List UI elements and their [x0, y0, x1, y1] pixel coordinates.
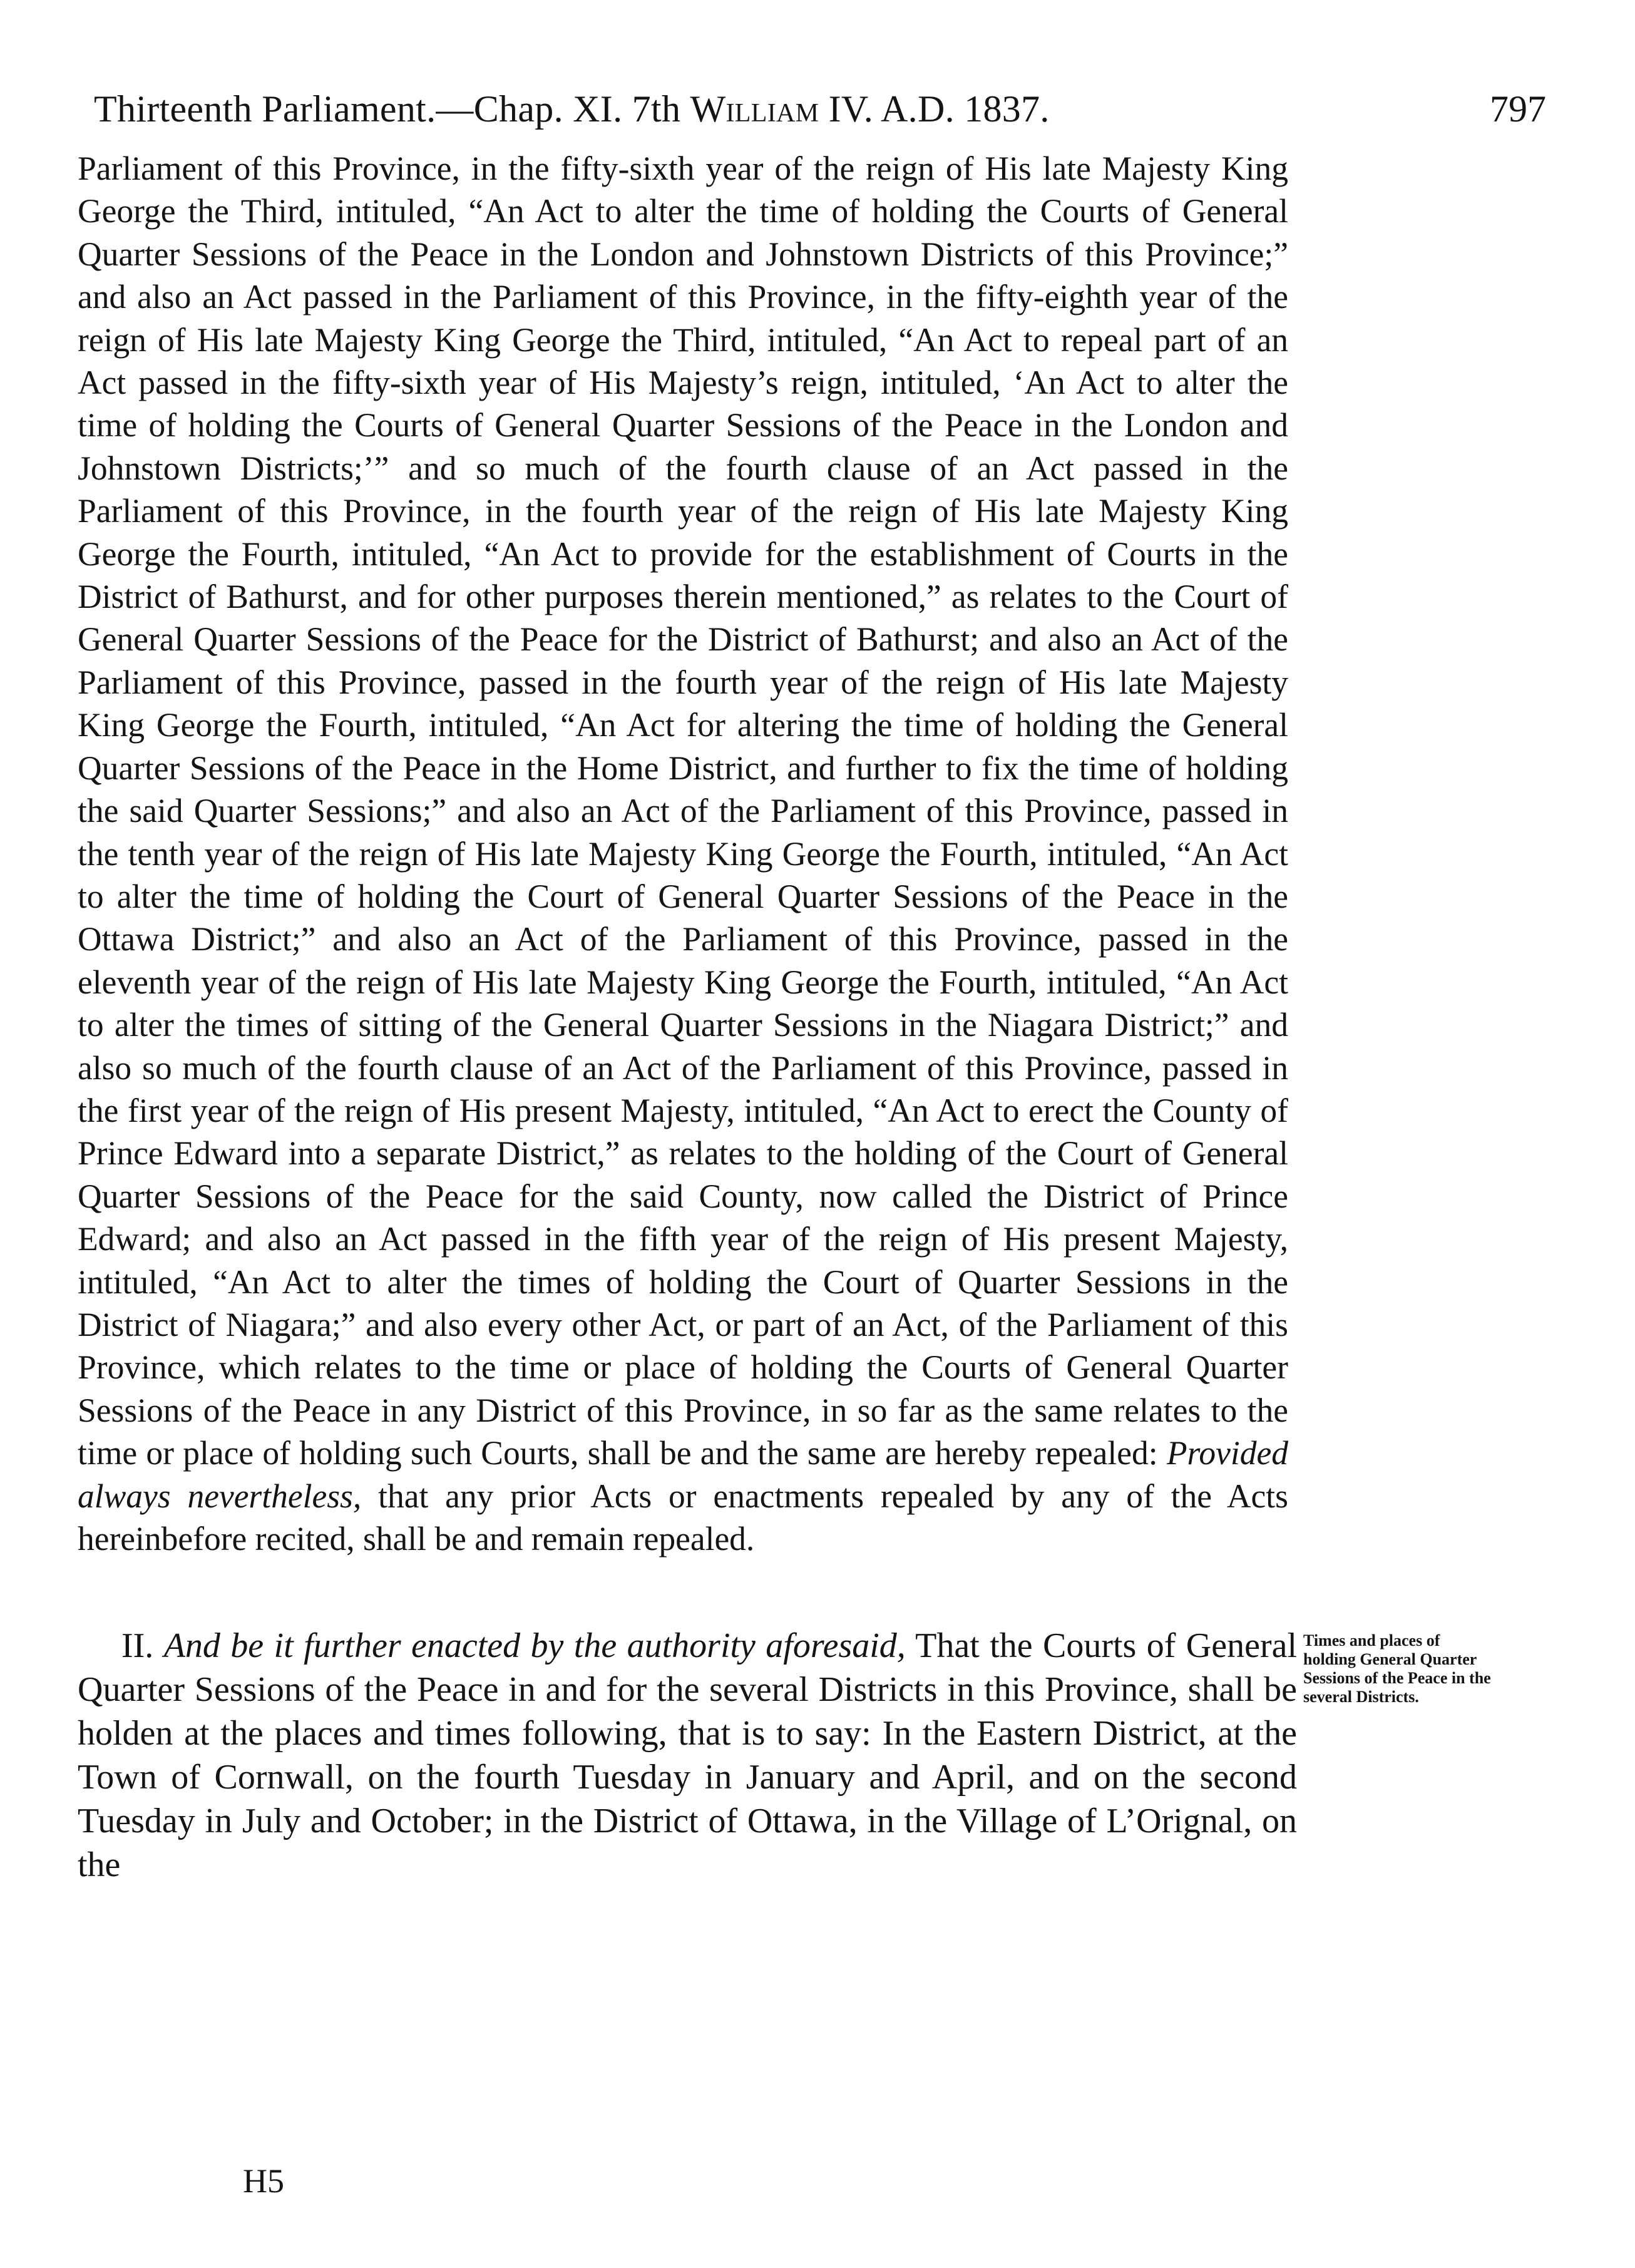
section-two-text: That the Courts of General Quarter Sessions of the Peace in and for the several Districts in this Province, shall be holden at the places and times following, that is to say: In the Eastern District, at the Town of Cornwall, on the fourth Tuesday in January and April, and on the second Tuesday in July and October; in the District of Ottawa, in the Village of L’Orignal, on the — [78, 1626, 1298, 1884]
repeal-clause-paragraph — [78, 147, 1288, 1560]
section-number: II. — [121, 1626, 154, 1665]
page-number: 797 — [1490, 88, 1546, 130]
enacting-clause-italic: And be it further enacted by the authority aforesaid, — [163, 1626, 906, 1665]
repeal-clause-end: that any prior Acts or enactments repealed by any of the Acts hereinbefore recited, shall be and remain repealed. — [78, 1477, 1288, 1557]
running-header — [94, 86, 1546, 131]
repeal-clause-text: Parliament of this Province, in the fifty-sixth year of the reign of His late Majesty King George the Third, intituled, “An Act to alter the time of holding the Courts of General Quarter Sessions of the Peace in the London and Johnstown Districts of this Province;” and also an Act passed in the Parliament of this Province, in the fifty-eighth year of the reign of His late Majesty King George the Third, intituled, “An Act to repeal part of an Act passed in the fifty-sixth year of His Majesty’s reign, intituled, ‘An Act to alter the time of holding the Courts of General Quarter Sessions of the Peace in the London and Johnstown Districts;’” and so much of the fourth clause of an Act passed in the Parliament of this Province, in the fourth year of the reign of His late Majesty King George the Fourth, intituled, “An Act to provide for the establishment of Courts in the District of Bathurst, and for other purposes therein mentioned,” as relates to the Court of General Quarter Sessions of the Peace for the District of Bathurst; and also an Act of the Parliament of this Province, passed in the fourth year of the reign of His late Majesty King George the Fourth, intituled, “An Act for altering the time of holding the General Quarter Sessions of the Peace in the Home District, and further to fix the time of holding the said Quarter Sessions;” and also an Act of the Parliament of this Province, passed in the tenth year of the reign of His late Majesty King George the Fourth, intituled, “An Act to alter the time of holding the Court of General Quarter Sessions of the Peace in the Ottawa District;” and also an Act of the Parliament of this Province, passed in the eleventh year of the reign of His late Majesty King George the Fourth, intituled, “An Act to alter the times of sitting of the General Quarter Sessions in the Niagara District;” and also so much of the fourth clause of an Act of the Parliament of this Province, passed in the first year of the reign of His present Majesty, intituled, “An Act to erect the County of Prince Edward into a separate District,” as relates to the holding of the Court of General Quarter Sessions of the Peace for the said County, now called the District of Prince Edward; and also an Act passed in the fifth year of the reign of His present Majesty, intituled, “An Act to alter the times of holding the Court of Quarter Sessions in the District of Niagara;” and also every other Act, or part of an Act, of the Parliament of this Province, which relates to the time or place of holding the Courts of General Quarter Sessions of the Peace in any District of this Province, in so far as the same relates to the time or place of holding such Courts, shall be and the same are hereby repealed: — [78, 150, 1288, 1472]
running-head-title — [94, 86, 1050, 131]
proviso-italic: Provided always nevertheless, — [78, 1434, 1288, 1515]
signature-mark: H5 — [243, 2162, 284, 2200]
running-head-post: IV. A.D. 1837. — [819, 88, 1050, 130]
running-head-king: William — [690, 88, 819, 130]
section-two — [78, 1624, 1297, 1887]
marginal-note: Times and places of holding General Quarter Sessions of the Peace in the several Districts. — [1303, 1631, 1491, 1706]
running-head-pre: Thirteenth Parliament.—Chap. XI. 7th — [94, 88, 690, 130]
main-paragraph — [78, 147, 1288, 1560]
section-two-paragraph — [78, 1624, 1297, 1887]
